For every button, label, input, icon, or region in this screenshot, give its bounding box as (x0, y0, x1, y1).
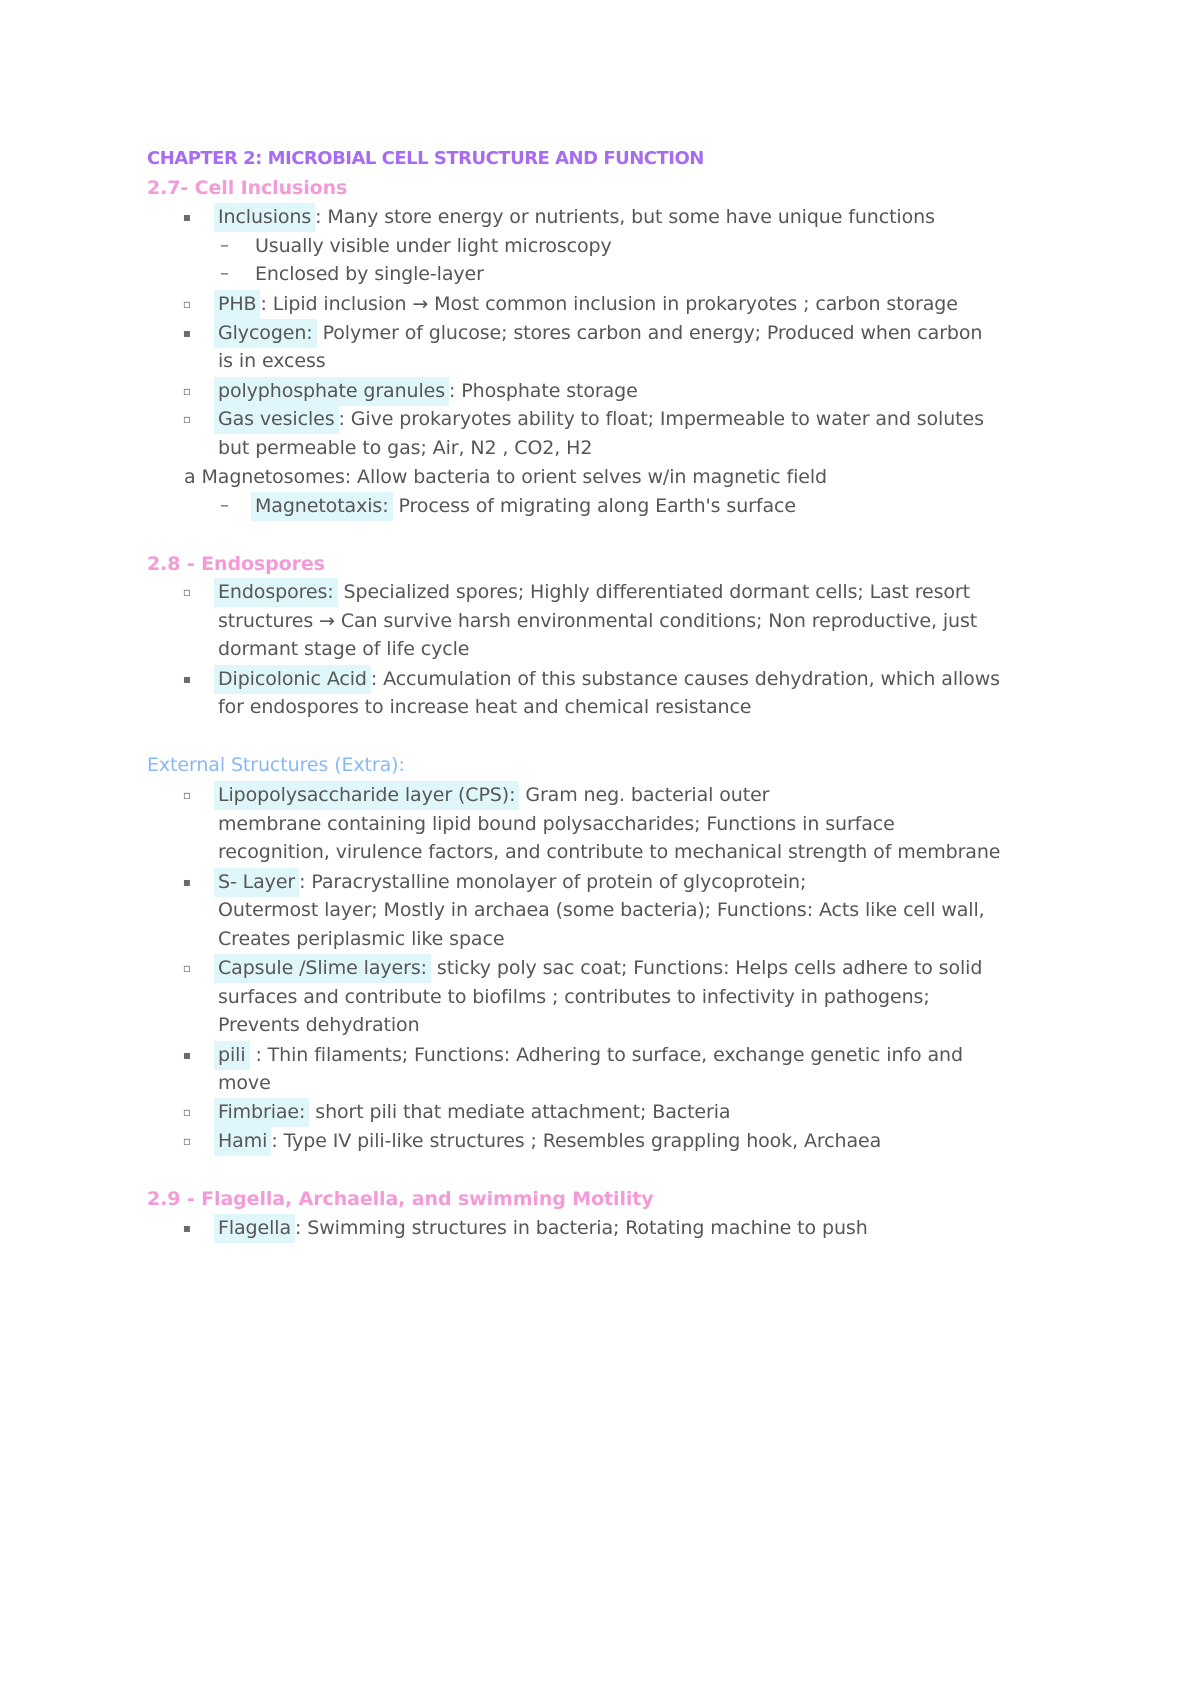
filled-square-bullet-icon: ▪ (182, 672, 192, 686)
hollow-square-bullet-icon: ▫ (182, 297, 192, 311)
item-text: Process of migrating along Earth's surface (392, 495, 796, 517)
item-text: : Swimming structures in bacteria; Rotating machine to push (295, 1217, 868, 1239)
highlighted-term: Fimbriae: (214, 1098, 309, 1127)
filled-square-bullet-icon: ▪ (182, 210, 192, 224)
item-text: : Thin filaments; Functions: Adhering to surface, exchange genetic info and (249, 1044, 963, 1066)
dash-bullet-icon: – (220, 495, 229, 516)
item-text-continued: structures → Can survive harsh environmental conditions; Non reproductive, just (218, 610, 978, 632)
item-text: : Type IV pili-like structures ; Resembles grappling hook, Archaea (271, 1130, 882, 1152)
dash-bullet-icon: – (220, 263, 229, 284)
item-text-continued: is in excess (218, 350, 326, 372)
hollow-square-bullet-icon: ▫ (182, 788, 192, 802)
item-text-continued: recognition, virulence factors, and contribute to mechanical strength of membrane (218, 841, 1001, 863)
highlighted-term: polyphosphate granules (214, 377, 449, 406)
item-text-continued: move (218, 1072, 271, 1094)
hollow-square-bullet-icon: ▫ (182, 1134, 192, 1148)
section-heading-2-7: 2.7- Cell Inclusions (147, 177, 348, 199)
highlighted-term: pili (214, 1041, 250, 1070)
item-text-continued: surfaces and contribute to biofilms ; contributes to infectivity in pathogens; (218, 986, 930, 1008)
item-text: short pili that mediate attachment; Bacteria (309, 1101, 731, 1123)
highlighted-term: Magnetotaxis: (251, 492, 393, 521)
section-heading-2-9: 2.9 - Flagella, Archaella, and swimming Motility (147, 1188, 654, 1210)
item-text: : Give prokaryotes ability to float; Impermeable to water and solutes (338, 408, 984, 430)
filled-square-bullet-icon: ▪ (182, 1221, 192, 1235)
item-text: Polymer of glucose; stores carbon and energy; Produced when carbon (316, 322, 983, 344)
item-text-continued: for endospores to increase heat and chemical resistance (218, 696, 752, 718)
highlighted-term: Flagella (214, 1214, 295, 1243)
filled-square-bullet-icon: ▪ (182, 326, 192, 340)
item-text-continued: Prevents dehydration (218, 1014, 420, 1036)
hollow-square-bullet-icon: ▫ (182, 412, 192, 426)
highlighted-term: Endospores: (214, 578, 338, 607)
item-text-continued: membrane containing lipid bound polysaccharides; Functions in surface (218, 813, 895, 835)
item-text: Gram neg. bacterial outer (519, 784, 770, 806)
highlighted-term: Lipopolysaccharide layer (CPS): (214, 781, 519, 810)
filled-square-bullet-icon: ▪ (182, 1048, 192, 1062)
highlighted-term: PHB (214, 290, 260, 319)
item-label: a Magnetosomes (184, 466, 345, 488)
hollow-square-bullet-icon: ▫ (182, 961, 192, 975)
highlighted-term: Gas vesicles (214, 405, 339, 434)
chapter-title: CHAPTER 2: MICROBIAL CELL STRUCTURE AND FUNCTION (147, 148, 704, 169)
sub-item-text: Usually visible under light microscopy (255, 235, 612, 257)
item-text: : Allow bacteria to orient selves w/in magnetic field (344, 466, 828, 488)
item-text-continued: Outermost layer; Mostly in archaea (some bacteria); Functions: Acts like cell wall, (218, 899, 985, 921)
hollow-square-bullet-icon: ▫ (182, 585, 192, 599)
item-text-continued: but permeable to gas; Air, N2 , CO2, H2 (218, 437, 593, 459)
highlighted-term: Hami (214, 1127, 271, 1156)
highlighted-term: Inclusions (214, 203, 315, 232)
item-text: : Many store energy or nutrients, but some have unique functions (315, 206, 935, 228)
section-heading-external: External Structures (Extra): (147, 754, 405, 776)
item-text: : Phosphate storage (449, 380, 638, 402)
dash-bullet-icon: – (220, 235, 229, 256)
sub-item-text: Enclosed by single-layer (255, 263, 484, 285)
item-text-continued: Creates periplasmic like space (218, 928, 505, 950)
hollow-square-bullet-icon: ▫ (182, 1105, 192, 1119)
item-text: : Accumulation of this substance causes dehydration, which allows (370, 668, 1000, 690)
item-text: : Lipid inclusion → Most common inclusion in prokaryotes ; carbon storage (260, 293, 958, 315)
highlighted-term: Capsule /Slime layers: (214, 954, 431, 983)
section-heading-2-8: 2.8 - Endospores (147, 553, 325, 575)
highlighted-term: Dipicolonic Acid (214, 665, 371, 694)
item-text: sticky poly sac coat; Functions: Helps cells adhere to solid (430, 957, 983, 979)
item-text: : Paracrystalline monolayer of protein of glycoprotein; (299, 871, 807, 893)
highlighted-term: S- Layer (214, 868, 299, 897)
item-text-continued: dormant stage of life cycle (218, 638, 470, 660)
hollow-square-bullet-icon: ▫ (182, 384, 192, 398)
highlighted-term: Glycogen: (214, 319, 317, 348)
filled-square-bullet-icon: ▪ (182, 875, 192, 889)
item-text: Specialized spores; Highly differentiated dormant cells; Last resort (337, 581, 970, 603)
